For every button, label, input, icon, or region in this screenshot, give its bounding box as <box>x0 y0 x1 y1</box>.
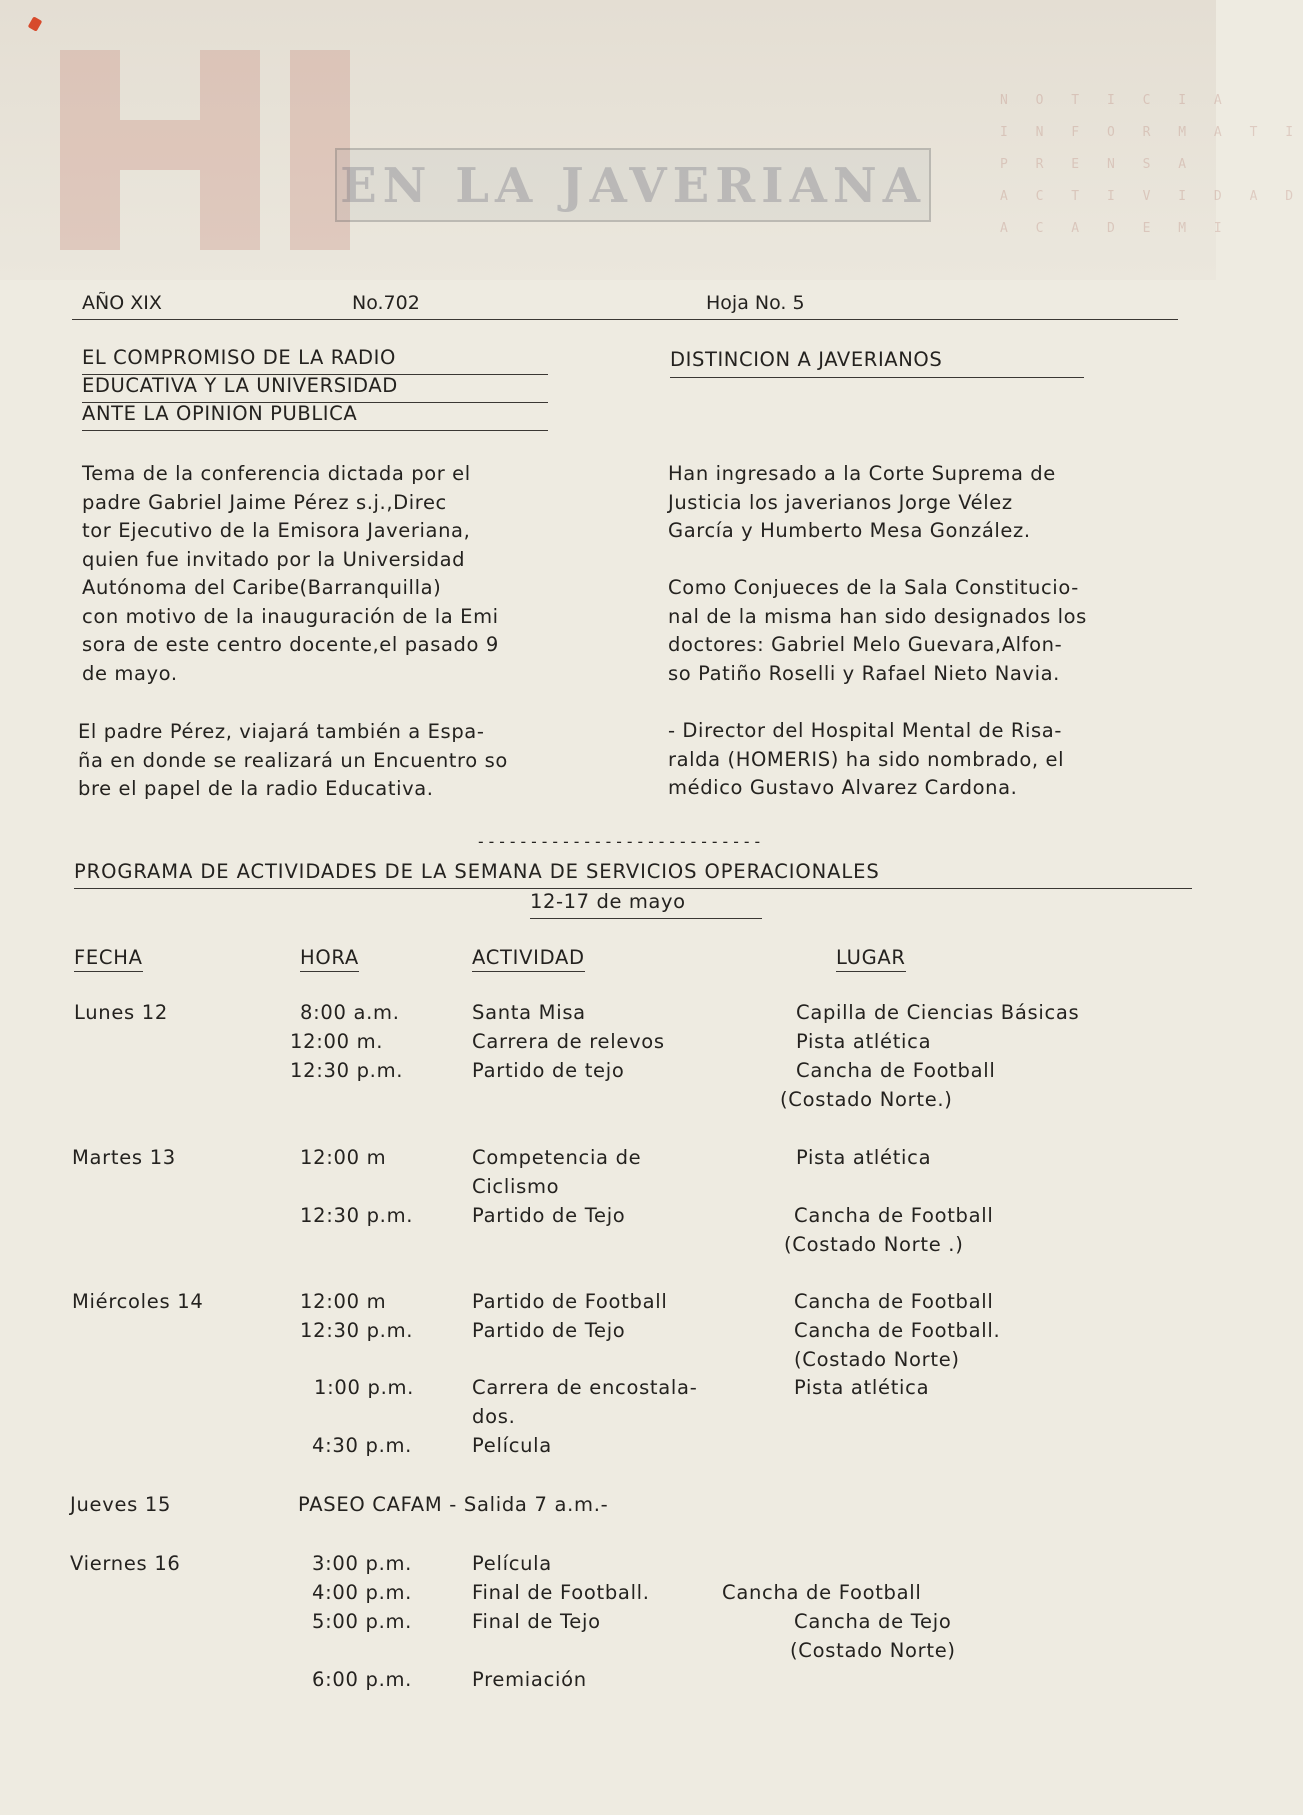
program-cell-lugar: (Costado Norte) <box>794 1348 960 1371</box>
paragraph-line: - Director del Hospital Mental de Risa- <box>668 719 1062 742</box>
program-cell-actividad: Carrera de encostala- <box>472 1376 698 1399</box>
paragraph-line: ña en donde se realizará un Encuentro so <box>78 748 508 772</box>
left-paragraph-2 <box>78 718 578 804</box>
program-cell-actividad: Partido de tejo <box>472 1059 625 1082</box>
paragraph-line: Autónoma del Caribe(Barranquilla) <box>82 576 442 599</box>
masthead-side-line: A C A D E M I <box>1000 221 1232 236</box>
program-cell-hora: 12:00 m <box>300 1146 387 1169</box>
masthead-side-line: P R E N S A <box>1000 157 1197 172</box>
column-header-actividad: ACTIVIDAD <box>472 946 585 972</box>
paragraph-line: Como Conjueces de la Sala Constitucio- <box>668 576 1079 599</box>
left-title-line: EL COMPROMISO DE LA RADIO <box>82 346 396 369</box>
paragraph-line: nal de la misma han sido designados los <box>668 604 1087 628</box>
program-cell-lugar: Cancha de Football <box>796 1059 996 1082</box>
program-cell-fecha: Jueves 15 <box>70 1493 172 1516</box>
program-cell-fecha: Miércoles 14 <box>72 1290 204 1313</box>
paragraph-line: tor Ejecutivo de la Emisora Javeriana, <box>82 519 471 542</box>
title-underline <box>82 402 548 403</box>
dates-underline <box>530 918 762 919</box>
paragraph-line: médico Gustavo Alvarez Cardona. <box>668 776 1018 799</box>
program-cell-hora: 12:00 m. <box>290 1030 384 1053</box>
left-paragraph-1 <box>82 460 582 688</box>
program-cell-lugar: Capilla de Ciencias Básicas <box>796 1001 1080 1024</box>
paragraph-line: ralda (HOMERIS) ha sido nombrado, el <box>668 747 1065 771</box>
program-cell-hora: 12:30 p.m. <box>290 1059 404 1082</box>
program-cell-lugar: Cancha de Tejo <box>794 1610 952 1633</box>
masthead-logo-letters <box>60 40 360 260</box>
paragraph-line: padre Gabriel Jaime Pérez s.j.,Direc <box>82 490 447 514</box>
right-paragraph-3 <box>668 717 1188 803</box>
program-cell-hora: 4:30 p.m. <box>312 1434 413 1457</box>
program-cell-actividad: Película <box>472 1434 552 1457</box>
program-cell-actividad: Partido de Football <box>472 1290 668 1313</box>
paragraph-line: El padre Pérez, viajará también a Espa- <box>78 720 485 743</box>
program-cell-fecha: Viernes 16 <box>70 1552 181 1575</box>
masthead-side-line: N O T I C I A <box>1000 93 1232 108</box>
program-cell-lugar: (Costado Norte) <box>790 1639 956 1662</box>
issue-year: AÑO XIX <box>82 292 162 314</box>
program-cell-hora: PASEO CAFAM - Salida 7 a.m.- <box>298 1493 609 1516</box>
masthead <box>0 0 1303 280</box>
left-article-title <box>82 344 552 428</box>
title-underline <box>82 430 548 431</box>
program-cell-actividad: Carrera de relevos <box>472 1030 665 1053</box>
masthead-side-line: I N F O R M A T I <box>1000 125 1303 140</box>
paragraph-line: Han ingresado a la Corte Suprema de <box>668 462 1056 485</box>
paragraph-line: Tema de la conferencia dictada por el <box>82 462 471 485</box>
left-title-line: EDUCATIVA Y LA UNIVERSIDAD <box>82 374 398 397</box>
header-rule <box>72 319 1178 320</box>
program-cell-hora: 6:00 p.m. <box>312 1668 413 1691</box>
program-cell-actividad: Santa Misa <box>472 1001 586 1024</box>
sheet-number: Hoja No. 5 <box>706 292 805 314</box>
paragraph-line: doctores: Gabriel Melo Guevara,Alfon- <box>668 633 1063 656</box>
program-cell-hora: 12:00 m <box>300 1290 387 1313</box>
program-dates: 12-17 de mayo <box>530 890 686 913</box>
program-cell-actividad: Competencia de <box>472 1146 642 1169</box>
program-cell-hora: 3:00 p.m. <box>312 1552 413 1575</box>
program-cell-fecha: Lunes 12 <box>74 1001 169 1024</box>
separator-dashes: --------------------------- <box>476 832 764 851</box>
left-title-line: ANTE LA OPINION PUBLICA <box>82 402 358 425</box>
program-cell-lugar: Cancha de Football <box>722 1581 922 1604</box>
program-title-underline <box>74 888 1192 889</box>
program-cell-actividad: dos. <box>472 1405 516 1428</box>
program-title: PROGRAMA DE ACTIVIDADES DE LA SEMANA DE SERVICIOS OPERACIONALES <box>74 860 880 883</box>
column-header-fecha: FECHA <box>74 946 143 972</box>
paragraph-line: García y Humberto Mesa González. <box>668 519 1031 542</box>
issue-number: No.702 <box>352 292 420 314</box>
program-cell-hora: 8:00 a.m. <box>300 1001 400 1024</box>
paragraph-line: Justicia los javerianos Jorge Vélez <box>668 490 1013 514</box>
program-cell-lugar: Pista atlética <box>796 1030 932 1053</box>
paragraph-line: con motivo de la inauguración de la Emi <box>82 604 499 628</box>
program-cell-hora: 5:00 p.m. <box>312 1610 413 1633</box>
program-cell-hora: 12:30 p.m. <box>300 1319 414 1342</box>
column-header-hora: HORA <box>300 946 359 972</box>
program-cell-actividad: Partido de Tejo <box>472 1319 626 1342</box>
masthead-side-text <box>1000 85 1303 245</box>
paragraph-line: de mayo. <box>82 661 178 685</box>
red-ink-mark <box>28 16 43 31</box>
program-cell-lugar: Cancha de Football <box>794 1290 994 1313</box>
program-cell-lugar: Cancha de Football. <box>794 1319 1001 1342</box>
program-cell-hora: 1:00 p.m. <box>314 1376 415 1399</box>
masthead-title: EN LA JAVERIANA <box>340 158 926 214</box>
program-cell-actividad: Premiación <box>472 1668 587 1691</box>
program-cell-lugar: (Costado Norte .) <box>784 1233 964 1256</box>
program-cell-lugar: (Costado Norte.) <box>780 1088 953 1111</box>
paragraph-line: quien fue invitado por la Universidad <box>82 547 466 571</box>
paragraph-line: sora de este centro docente,el pasado 9 <box>82 633 499 656</box>
program-cell-lugar: Cancha de Football <box>794 1204 994 1227</box>
program-cell-lugar: Pista atlética <box>794 1376 930 1399</box>
title-underline <box>82 374 548 375</box>
paragraph-line: so Patiño Roselli y Rafael Nieto Navia. <box>668 661 1060 685</box>
program-cell-actividad: Ciclismo <box>472 1175 560 1198</box>
right-paragraph-1 <box>668 460 1188 546</box>
program-cell-fecha: Martes 13 <box>72 1146 176 1169</box>
masthead-banner <box>335 148 931 222</box>
right-paragraph-2 <box>668 574 1188 688</box>
program-cell-hora: 4:00 p.m. <box>312 1581 413 1604</box>
program-cell-hora: 12:30 p.m. <box>300 1204 414 1227</box>
title-underline <box>670 377 1084 378</box>
program-cell-actividad: Final de Tejo <box>472 1610 601 1633</box>
program-cell-actividad: Final de Football. <box>472 1581 650 1604</box>
program-cell-actividad: Película <box>472 1552 552 1575</box>
program-cell-actividad: Partido de Tejo <box>472 1204 626 1227</box>
program-cell-lugar: Pista atlética <box>796 1146 932 1169</box>
right-article-title: DISTINCION A JAVERIANOS <box>670 348 943 371</box>
masthead-side-line: A C T I V I D A D <box>1000 189 1303 204</box>
paragraph-line: bre el papel de la radio Educativa. <box>78 777 434 800</box>
column-header-lugar: LUGAR <box>836 946 906 972</box>
